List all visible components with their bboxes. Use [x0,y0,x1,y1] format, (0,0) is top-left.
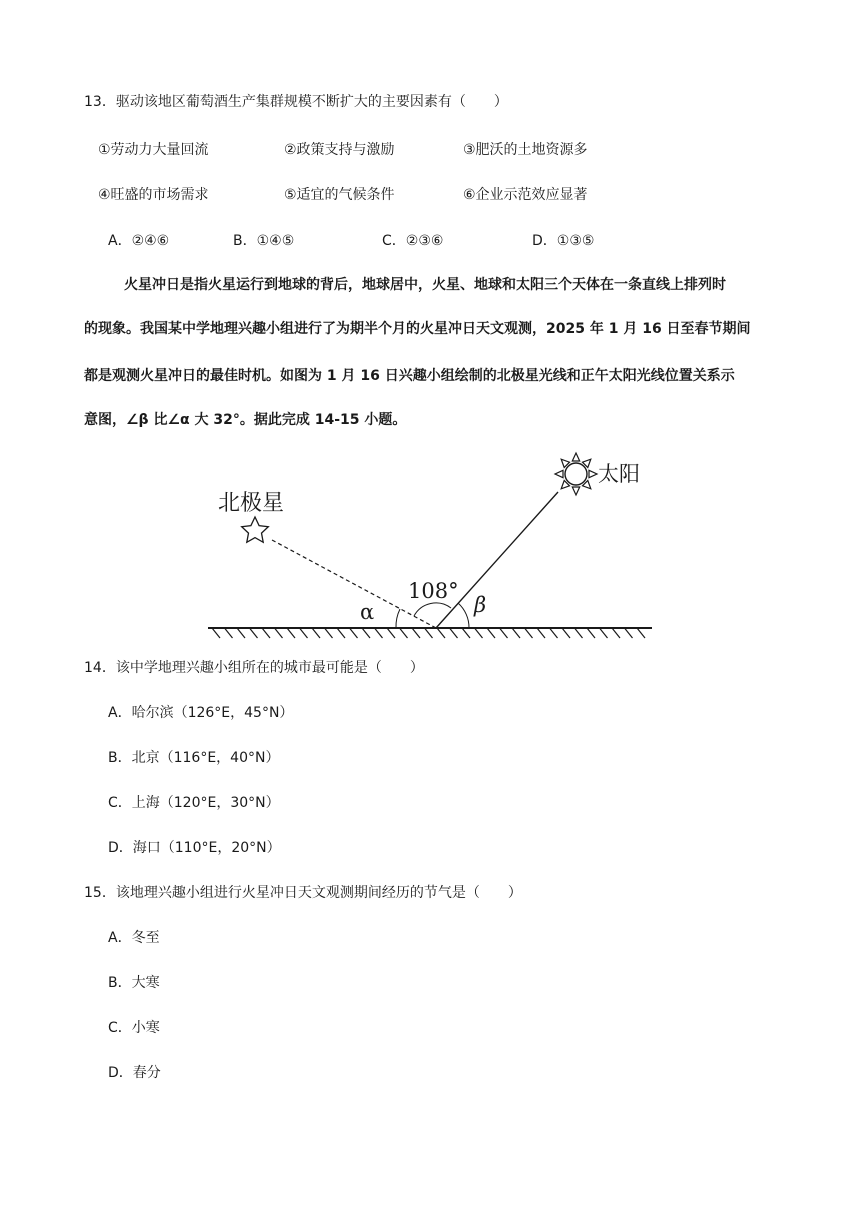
hatch-mark [212,628,220,638]
factor-1: ①劳动力大量回流 [98,142,209,158]
question-15-stem: 15．该地理兴趣小组进行火星冲日天文观测期间经历的节气是（ ） [84,885,522,901]
hatch-mark [362,628,370,638]
sun-icon [555,453,597,495]
hatch-mark [562,628,570,638]
q15-choice-b: B．大寒 [108,975,160,991]
ground-hatching [212,628,645,638]
hatch-mark [487,628,495,638]
factor-6: ⑥企业示范效应显著 [463,187,588,203]
hatch-mark [637,628,645,638]
hatch-mark [587,628,595,638]
q14-choice-a: A．哈尔滨（126°E，45°N） [108,705,294,721]
hatch-mark [600,628,608,638]
sun-ray [589,470,597,477]
hatch-mark [450,628,458,638]
choice-d: D．①③⑤ [532,233,595,249]
hatch-mark [337,628,345,638]
hatch-mark [375,628,383,638]
polaris-label: 北极星 [218,491,285,516]
hatch-mark [550,628,558,638]
hatch-mark [612,628,620,638]
factor-5: ⑤适宜的气候条件 [284,187,395,203]
star-icon [242,517,269,542]
q15-choice-a: A．冬至 [108,930,160,946]
question-14-stem: 14．该中学地理兴趣小组所在的城市最可能是（ ） [84,660,424,676]
choice-a: A．②④⑥ [108,233,170,249]
sun-ray [572,453,579,461]
choice-b: B．①④⑤ [233,233,295,249]
question-13-stem: 13．驱动该地区葡萄酒生产集群规模不断扩大的主要因素有（ ） [84,94,508,110]
hatch-mark [250,628,258,638]
hatch-mark [537,628,545,638]
choice-c: C．②③⑥ [382,233,444,249]
sun-ray [555,470,563,477]
hatch-mark [425,628,433,638]
hatch-mark [437,628,445,638]
hatch-mark [225,628,233,638]
hatch-mark [525,628,533,638]
hatch-mark [512,628,520,638]
hatch-mark [325,628,333,638]
factor-3: ③肥沃的土地资源多 [463,142,588,158]
sun-ray [572,487,579,495]
hatch-mark [275,628,283,638]
hatch-mark [350,628,358,638]
hatch-mark [475,628,483,638]
factor-4: ④旺盛的市场需求 [98,187,209,203]
alpha-label: α [360,600,375,624]
q15-choice-d: D．春分 [108,1065,161,1081]
angle-108-label: 108° [408,579,459,603]
sun-light-ray [436,492,558,628]
hatch-mark [237,628,245,638]
passage-line-4: 意图，∠β 比∠α 大 32°。据此完成 14-15 小题。 [84,412,407,428]
passage-line-1: 火星冲日是指火星运行到地球的背后，地球居中，火星、地球和太阳三个天体在一条直线上排列时 [124,277,726,293]
passage-line-2: 的现象。我国某中学地理兴趣小组进行了为期半个月的火星冲日天文观测，2025 年 1 月 16 日至春节期间 [84,321,751,337]
passage-line-3: 都是观测火星冲日的最佳时机。如图为 1 月 16 日兴趣小组绘制的北极星光线和正午太阳光线位置关系示 [84,368,735,384]
q14-choice-d: D．海口（110°E，20°N） [108,840,281,856]
beta-arc [458,603,469,628]
factor-2: ②政策支持与激励 [284,142,395,158]
q14-choice-c: C．上海（120°E，30°N） [108,795,280,811]
polaris-sun-angle-diagram [200,448,660,648]
hatch-mark [412,628,420,638]
hatch-mark [262,628,270,638]
hatch-mark [625,628,633,638]
hatch-mark [400,628,408,638]
hatch-mark [387,628,395,638]
beta-label: β [474,593,487,617]
angle-108-arc [414,603,451,616]
hatch-mark [500,628,508,638]
hatch-mark [287,628,295,638]
hatch-mark [462,628,470,638]
hatch-mark [312,628,320,638]
q15-choice-c: C．小寒 [108,1020,160,1036]
sun-label: 太阳 [598,462,640,486]
q14-choice-b: B．北京（116°E，40°N） [108,750,280,766]
hatch-mark [300,628,308,638]
hatch-mark [575,628,583,638]
alpha-arc [396,609,400,628]
